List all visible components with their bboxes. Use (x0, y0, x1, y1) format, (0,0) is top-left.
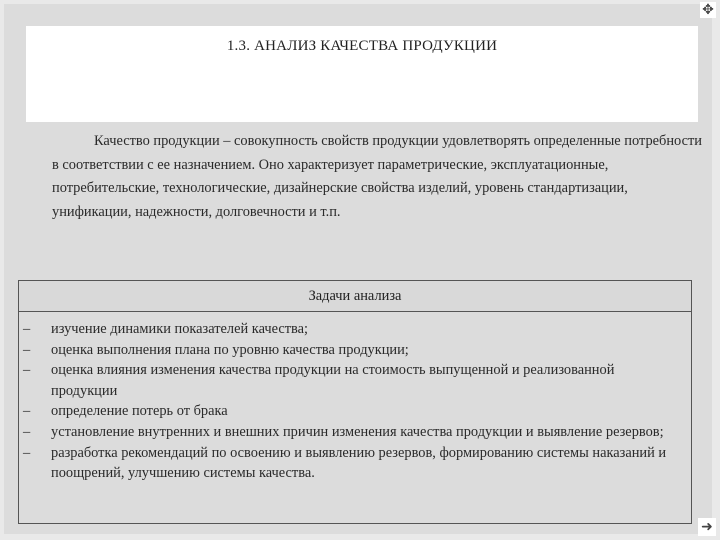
list-item (19, 360, 679, 401)
list-item (19, 443, 679, 484)
dash-marker: – (23, 341, 31, 358)
task-text: установление внутренних и внешних причин изменения качества продукции и выявление резервов; (51, 423, 664, 440)
dash-marker: – (23, 321, 31, 337)
task-text: разработка рекомендаций по освоению и выявлению резервов, формированию системы наказаний и поощрений, улучшению системы качества. (51, 444, 667, 482)
list-item (19, 401, 679, 422)
tasks-list (19, 319, 679, 484)
tasks-header: Задачи анализа (18, 280, 692, 312)
task-text: оценка влияния изменения качества продукции на стоимость выпущенной и реализованной продукции (51, 362, 615, 399)
slide-title: 1.3. АНАЛИЗ КАЧЕСТВА ПРОДУКЦИИ (226, 38, 498, 54)
task-text: определение потерь от брака (51, 403, 228, 420)
dash-marker: – (23, 423, 31, 440)
tasks-box (18, 311, 692, 524)
task-text: оценка выполнения плана по уровню качества продукции; (51, 341, 409, 358)
definition-paragraph: Качество продукции – совокупность свойств продукции удовлетворять определенные потребности в соответствии с ее назначением. Оно характеризует параметрические, эксплуатационные, потребительские, технологические, дизайнерские свойства изделий, уровень стандартизации, унификации, надежности, долговечности и т.п. (52, 133, 702, 220)
slide (4, 4, 712, 534)
dash-marker: – (23, 444, 31, 461)
list-item (19, 422, 679, 443)
arrow-right-icon[interactable]: ➜ (698, 518, 716, 536)
dash-marker: – (23, 403, 31, 420)
dash-marker: – (23, 362, 31, 379)
title-box (26, 26, 698, 122)
move-icon[interactable]: ✥ (700, 2, 716, 18)
list-item (19, 319, 679, 340)
task-text: изучение динамики показателей качества; (51, 321, 309, 337)
list-item (19, 340, 679, 361)
